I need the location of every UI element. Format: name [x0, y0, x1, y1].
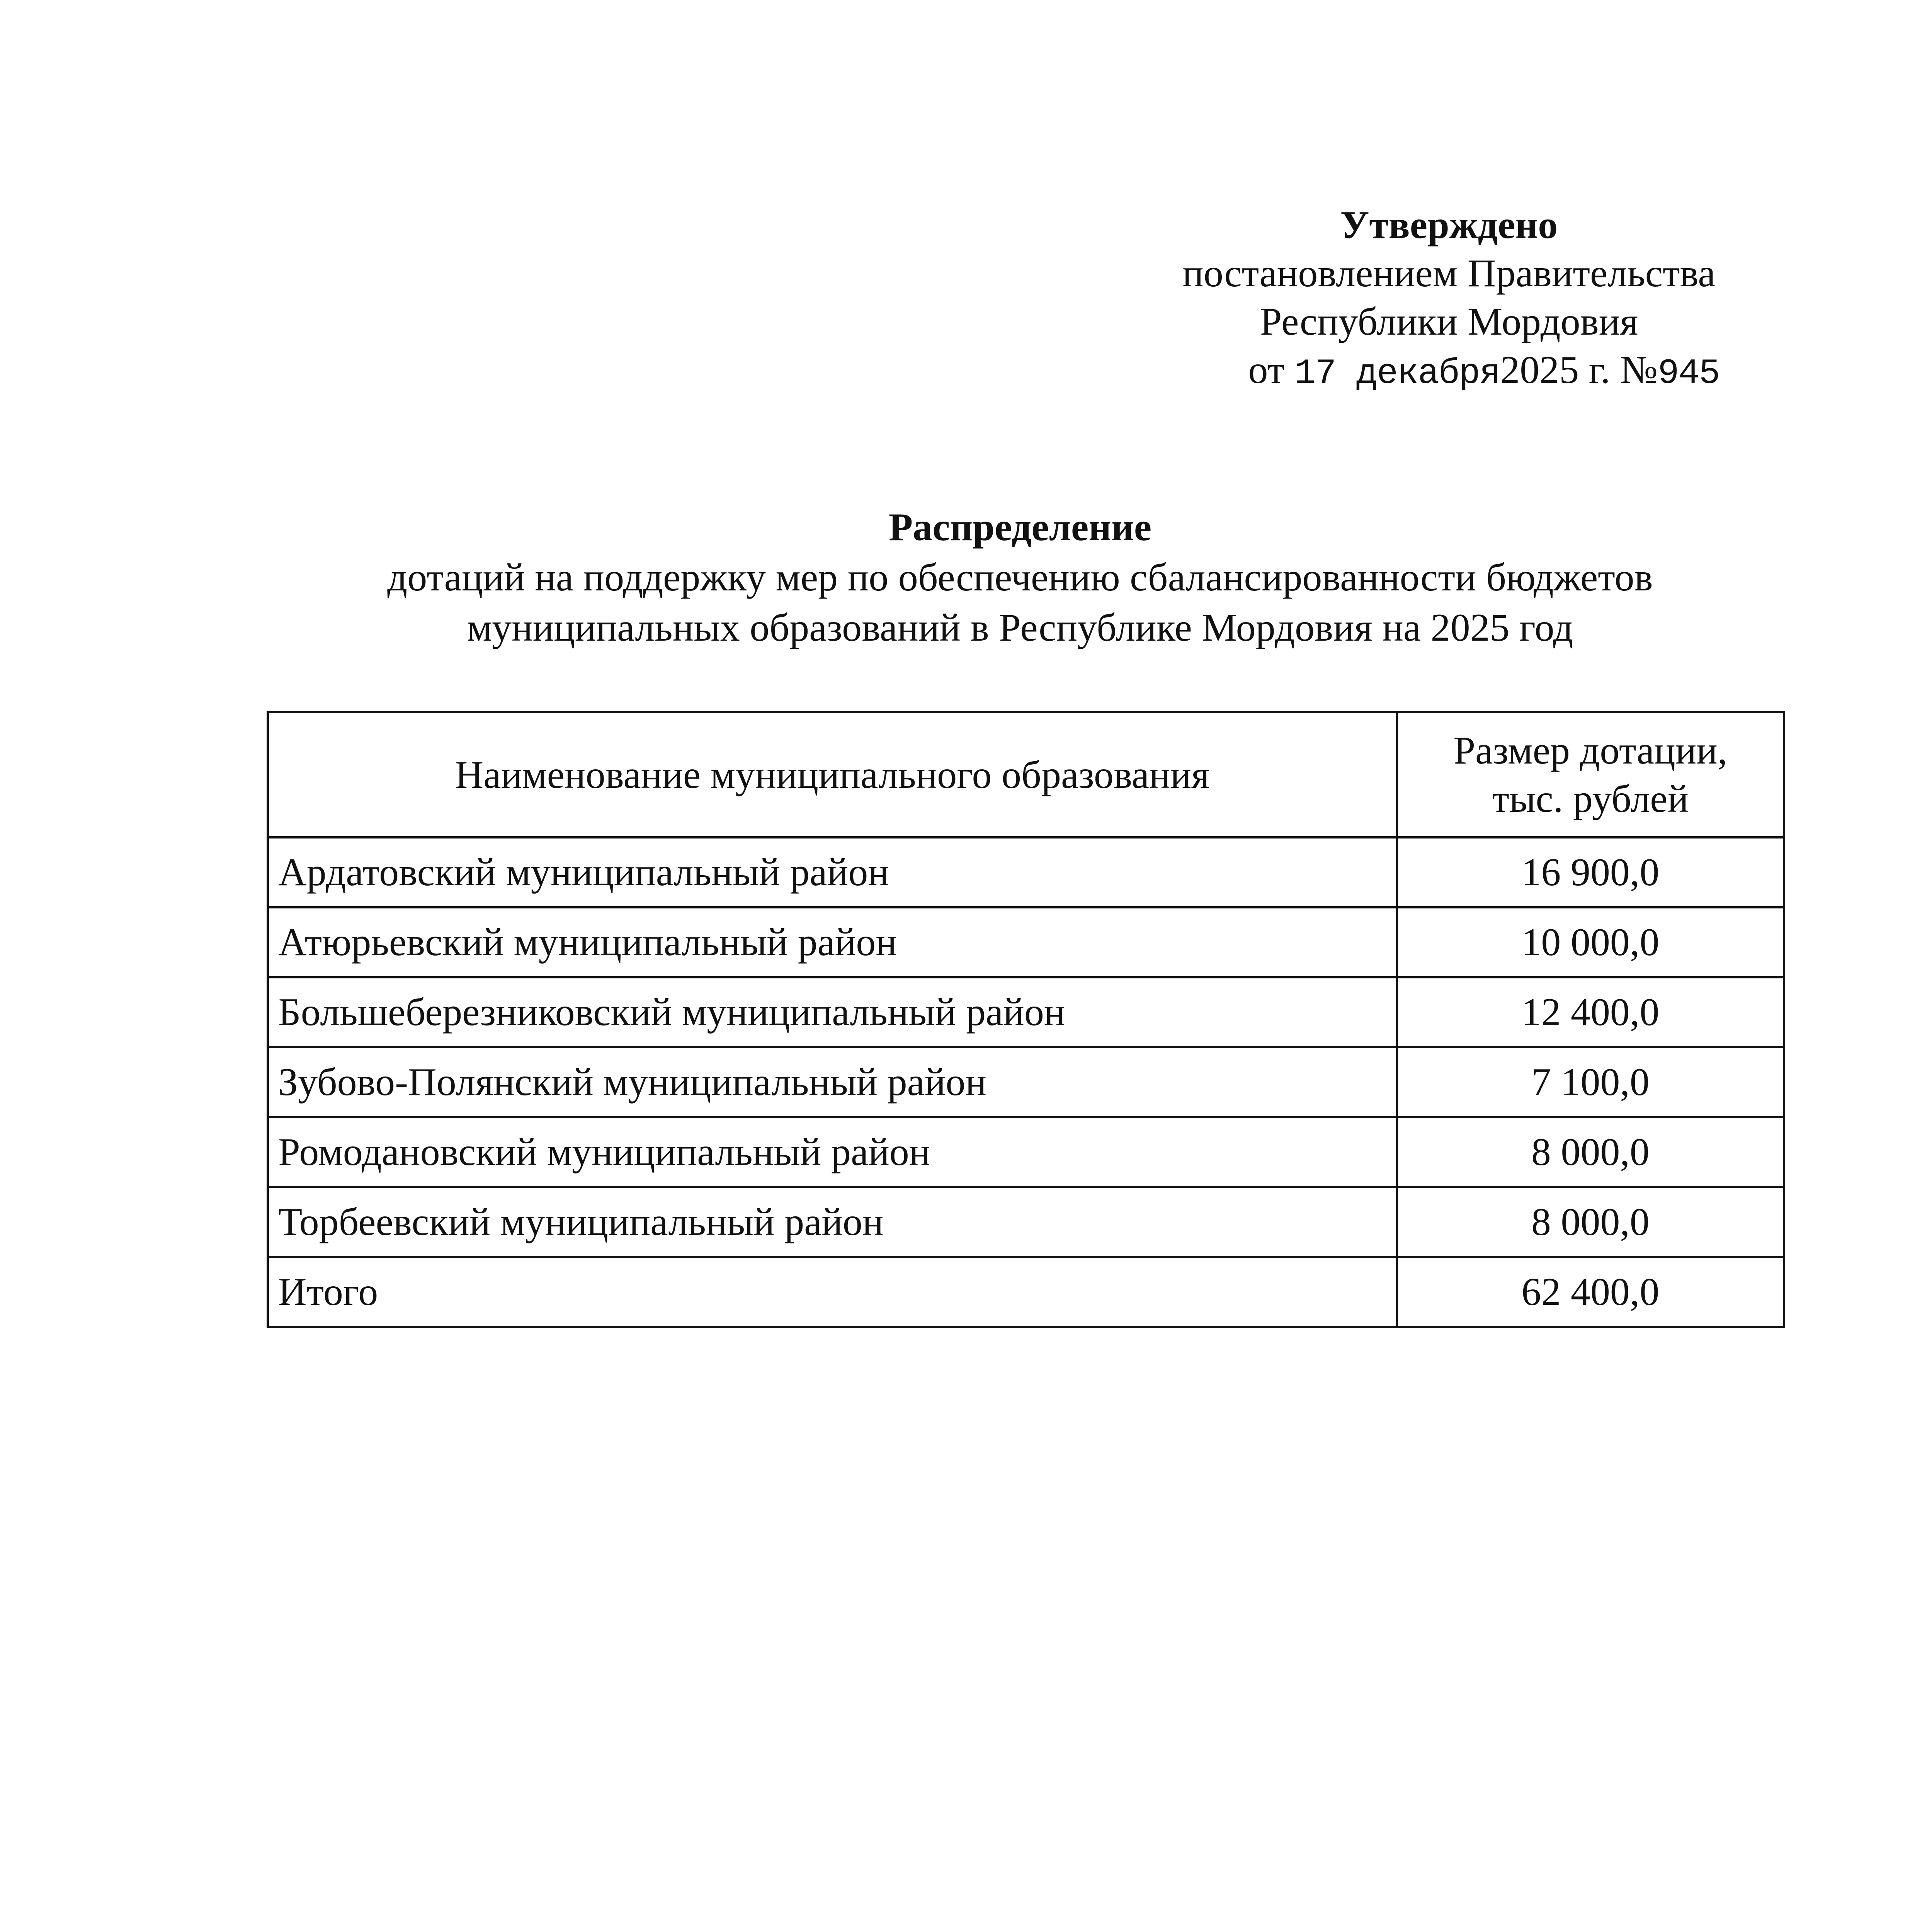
document-title-block [267, 502, 1774, 653]
row-amount: 16 900,0 [1397, 837, 1784, 907]
header-name: Наименование муниципального образования [268, 712, 1397, 837]
date-prefix: от [1248, 348, 1285, 392]
row-amount: 8 000,0 [1397, 1187, 1784, 1257]
row-amount: 8 000,0 [1397, 1117, 1784, 1187]
approval-line-2: Республики Мордовия [1260, 300, 1638, 344]
table-row [268, 1187, 1784, 1257]
table-row [268, 837, 1784, 907]
row-name: Ромодановский муниципальный район [268, 1117, 1397, 1187]
approval-stamp [1121, 201, 1777, 398]
row-name: Зубово-Полянский муниципальный район [268, 1047, 1397, 1117]
table-header-row [268, 712, 1784, 837]
table-total-row [268, 1257, 1784, 1327]
year-suffix: 2025 г. № [1500, 348, 1658, 392]
table-row [268, 1117, 1784, 1187]
total-label: Итого [268, 1257, 1397, 1327]
table-row [268, 977, 1784, 1047]
row-amount: 10 000,0 [1397, 907, 1784, 977]
header-amount-line-2: тыс. рублей [1492, 777, 1689, 821]
approval-date-line [1121, 346, 1777, 398]
row-name: Большеберезниковский муниципальный район [268, 977, 1397, 1047]
approved-heading: Утверждено [1340, 203, 1558, 247]
document-subtitle-line-2: муниципальных образований в Республике Мордовия на 2025 год [467, 606, 1573, 650]
date-value: 17 декабря [1294, 353, 1500, 394]
row-name: Торбеевский муниципальный район [268, 1187, 1397, 1257]
row-name: Атюрьевский муниципальный район [268, 907, 1397, 977]
table-row [268, 1047, 1784, 1117]
row-amount: 12 400,0 [1397, 977, 1784, 1047]
row-name: Ардатовский муниципальный район [268, 837, 1397, 907]
row-amount: 7 100,0 [1397, 1047, 1784, 1117]
total-amount: 62 400,0 [1397, 1257, 1784, 1327]
document-subtitle-line-1: дотаций на поддержку мер по обеспечению сбалансированности бюджетов [387, 556, 1653, 599]
header-amount-line-1: Размер дотации, [1453, 729, 1728, 772]
decree-number: 945 [1658, 353, 1719, 394]
grants-table [267, 711, 1785, 1328]
header-amount [1397, 712, 1784, 837]
approval-line-1: постановлением Правительства [1182, 252, 1716, 295]
table-row [268, 907, 1784, 977]
document-title: Распределение [888, 505, 1152, 549]
